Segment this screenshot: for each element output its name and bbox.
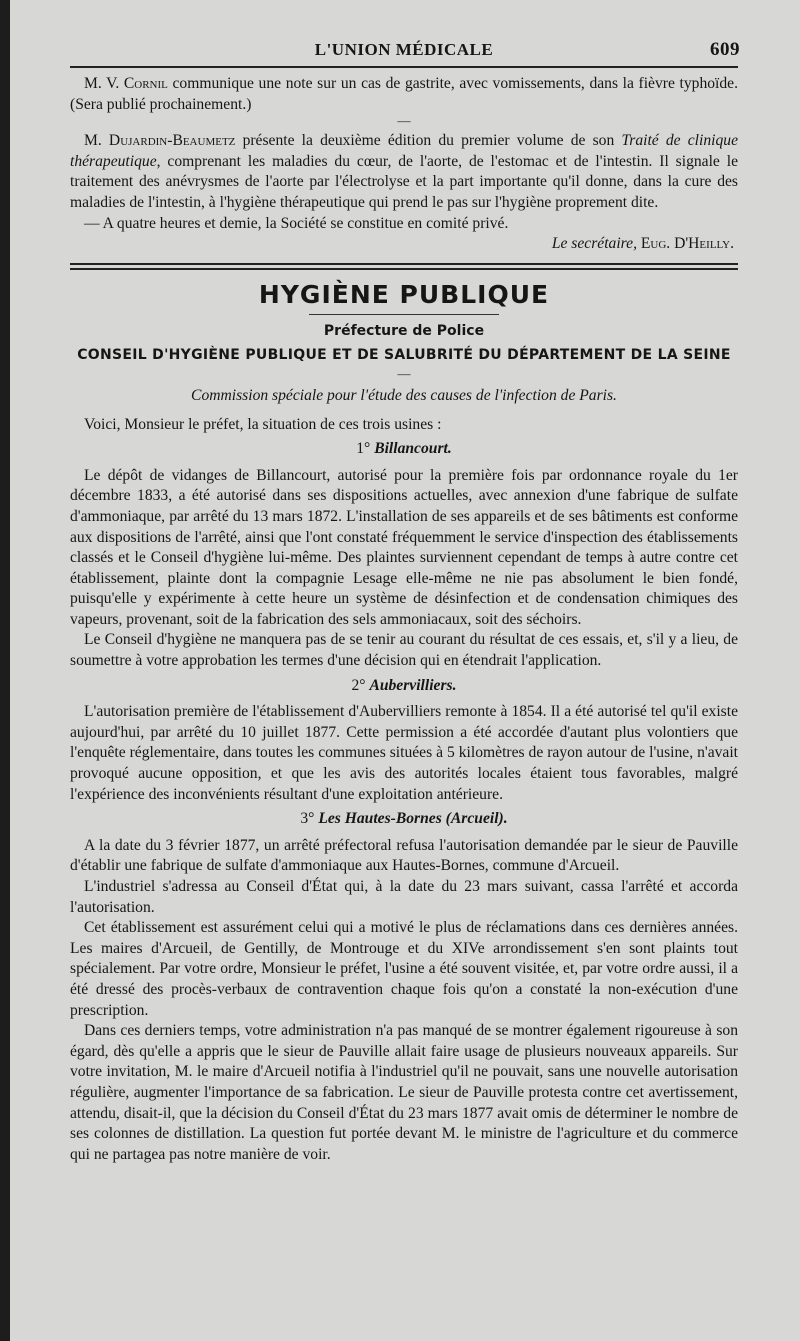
cornil-paragraph: [70, 74, 738, 115]
section-double-rule: [70, 263, 738, 270]
conseil-heading: CONSEIL D'HYGIÈNE PUBLIQUE ET DE SALUBRITÉ DU DÉPARTEMENT DE LA SEINE: [77, 347, 731, 364]
aubervilliers-paragraph-1: L'autorisation première de l'établissement d'Aubervilliers remonte à 1854. Il a été autorisé tel qu'il existe aujourd'hui, par arrêté du 10 juillet 1877. Cette permission a été accordée d'autant plus volontiers que l'enquête réglementaire, dans toutes les communes situées à 5 kilomètres de rayon autour de l'usine, n'avait provoqué aucune opposition, et que les avis des autorités locales étaient tous favorables, malgré l'expérience des inconvénients résultant d'une exploitation antérieure.: [70, 703, 738, 803]
page-number: 609: [710, 39, 740, 60]
commission-heading: Commission spéciale pour l'étude des causes de l'infection de Paris.: [191, 386, 617, 404]
page-body: [70, 40, 738, 1165]
journal-title: L'UNION MÉDICALE: [314, 40, 494, 59]
page-paper: [10, 0, 800, 1341]
billancourt-paragraph-1: Le dépôt de vidanges de Billancourt, autorisé pour la première fois par ordonnance royale du 1er décembre 1833, a été autorisé dans ses dispositions actuelles, avec annexion d'une fabrique de sulfate d'ammoniaque, par arrêté du 13 mars 1872. L'installation de ses appareils et de ses bâtiments est conforme aux dispositions de l'arrêté, ainsi que l'ont constaté fréquemment le service d'inspection des établissements classés et le Conseil d'hygiène lui-même. Des plaintes surviennent cependant de temps à autre contre cet établissement, plainte dont la compagnie Lesage elle-même ne nie pas absolument le bien fondé, puisqu'elle y expérimente à cette heure un système de désinfection et de condensation chimiques des vapeurs, provenant, soit de la fabrication des sels ammoniacaux, soit des séchoirs.: [70, 466, 738, 628]
report-intro: Voici, Monsieur le préfet, la situation de ces trois usines :: [84, 415, 442, 433]
dujardin-work-title: Traité de clinique thérapeutique: [70, 132, 738, 170]
running-header: [70, 40, 738, 64]
hautes-bornes-paragraph-1: A la date du 3 février 1877, un arrêté préfectoral refusa l'autorisation demandée par le sieur de Pauville d'établir une fabrique de sulfate d'ammoniaque aux Hautes-Bornes, commune d'Arcueil.: [70, 836, 738, 875]
heading-text: Billancourt.: [374, 440, 452, 458]
heading-text: Aubervilliers.: [369, 676, 457, 694]
separator-dash: —: [397, 113, 411, 129]
dujardin-text-1: présente la deuxième édition du premier volume de son: [242, 132, 622, 150]
hautes-bornes-heading: [70, 809, 738, 830]
cornil-name: M. V. Cornil: [84, 75, 168, 92]
hautes-bornes-paragraph-4: Dans ces derniers temps, votre administration n'a pas manqué de se montrer également rigoureuse à son égard, dès qu'elle a appris que le sieur de Pauville allait faire usage de plusieurs nouveaux appareils. Sur votre invitation, M. le maire d'Arcueil notifia à l'industriel qu'il ne pouvait, sans une nouvelle autorisation régulière, augmenter l'importance de sa fabrication. Le sieur de Pauville protesta contre cet avertissement, attendu, disait-il, que la décision du Conseil d'État du 23 mars 1877 avait omis de déterminer le nombre de ses colonnes de distillation. La question fut portée devant M. le ministre de l'agriculture et du commerce qui ne partagea pas notre manière de voir.: [70, 1022, 738, 1163]
billancourt-heading: [70, 439, 738, 460]
section-title: HYGIÈNE PUBLIQUE: [258, 279, 550, 309]
signature-name: Eug. D'Heilly.: [640, 235, 734, 253]
hautes-bornes-paragraph-2: L'industriel s'adressa au Conseil d'État qui, à la date du 23 mars suivant, cassa l'arrêté et accorda l'autorisation.: [70, 878, 738, 916]
dujardin-name: M. Dujardin-Beaumetz: [84, 132, 236, 150]
closing-line: — A quatre heures et demie, la Société se constitue en comité privé.: [84, 214, 509, 232]
signature-role: Le secrétaire,: [551, 235, 637, 253]
separator-dash-2: —: [397, 365, 411, 381]
aubervilliers-heading: [70, 676, 738, 697]
billancourt-paragraph-2: Le Conseil d'hygiène ne manquera pas de se tenir au courant du résultat de ces essais, et, s'il y a lieu, de soumettre à votre approbation les termes d'une décision qui en étendrait l'application.: [70, 631, 738, 670]
heading-text: Les Hautes-Bornes (Arcueil).: [318, 810, 508, 828]
dujardin-paragraph: [70, 131, 738, 213]
heading-number: 1°: [356, 440, 371, 458]
cornil-text: communique une note sur un cas de gastrite, avec vomissements, dans la fièvre typhoïde. (Sera publié prochainement.): [70, 75, 738, 113]
heading-number: 2°: [351, 676, 366, 694]
signature: [70, 234, 738, 255]
heading-number: 3°: [300, 810, 315, 828]
prefecture-heading: Préfecture de Police: [323, 322, 485, 339]
dujardin-text-2: , comprenant les maladies du cœur, de l'aorte, de l'estomac et de l'intestin. Il signale le traitement des anévrysmes de l'aorte par l'électrolyse et la part importante qu'il donne, dans la cure des maladies de l'intestin, à l'hygiène thérapeutique qui prend le pas sur l'hygiène proprement dite.: [70, 152, 738, 211]
hautes-bornes-paragraph-3: Cet établissement est assurément celui qui a motivé le plus de réclamations dans ces dernières années. Les maires d'Arcueil, de Gentilly, de Montrouge et du XIVe arrondissement s'en sont plaints tout spécialement. Par votre ordre, Monsieur le préfet, l'usine a été souvent visitée, et, par votre ordre aussi, il a été dressé des procès-verbaux de contravention chaque fois qu'on a constaté la non-exécution d'une prescription.: [70, 919, 738, 1019]
title-underline: [309, 314, 499, 315]
header-rule: [70, 66, 738, 68]
